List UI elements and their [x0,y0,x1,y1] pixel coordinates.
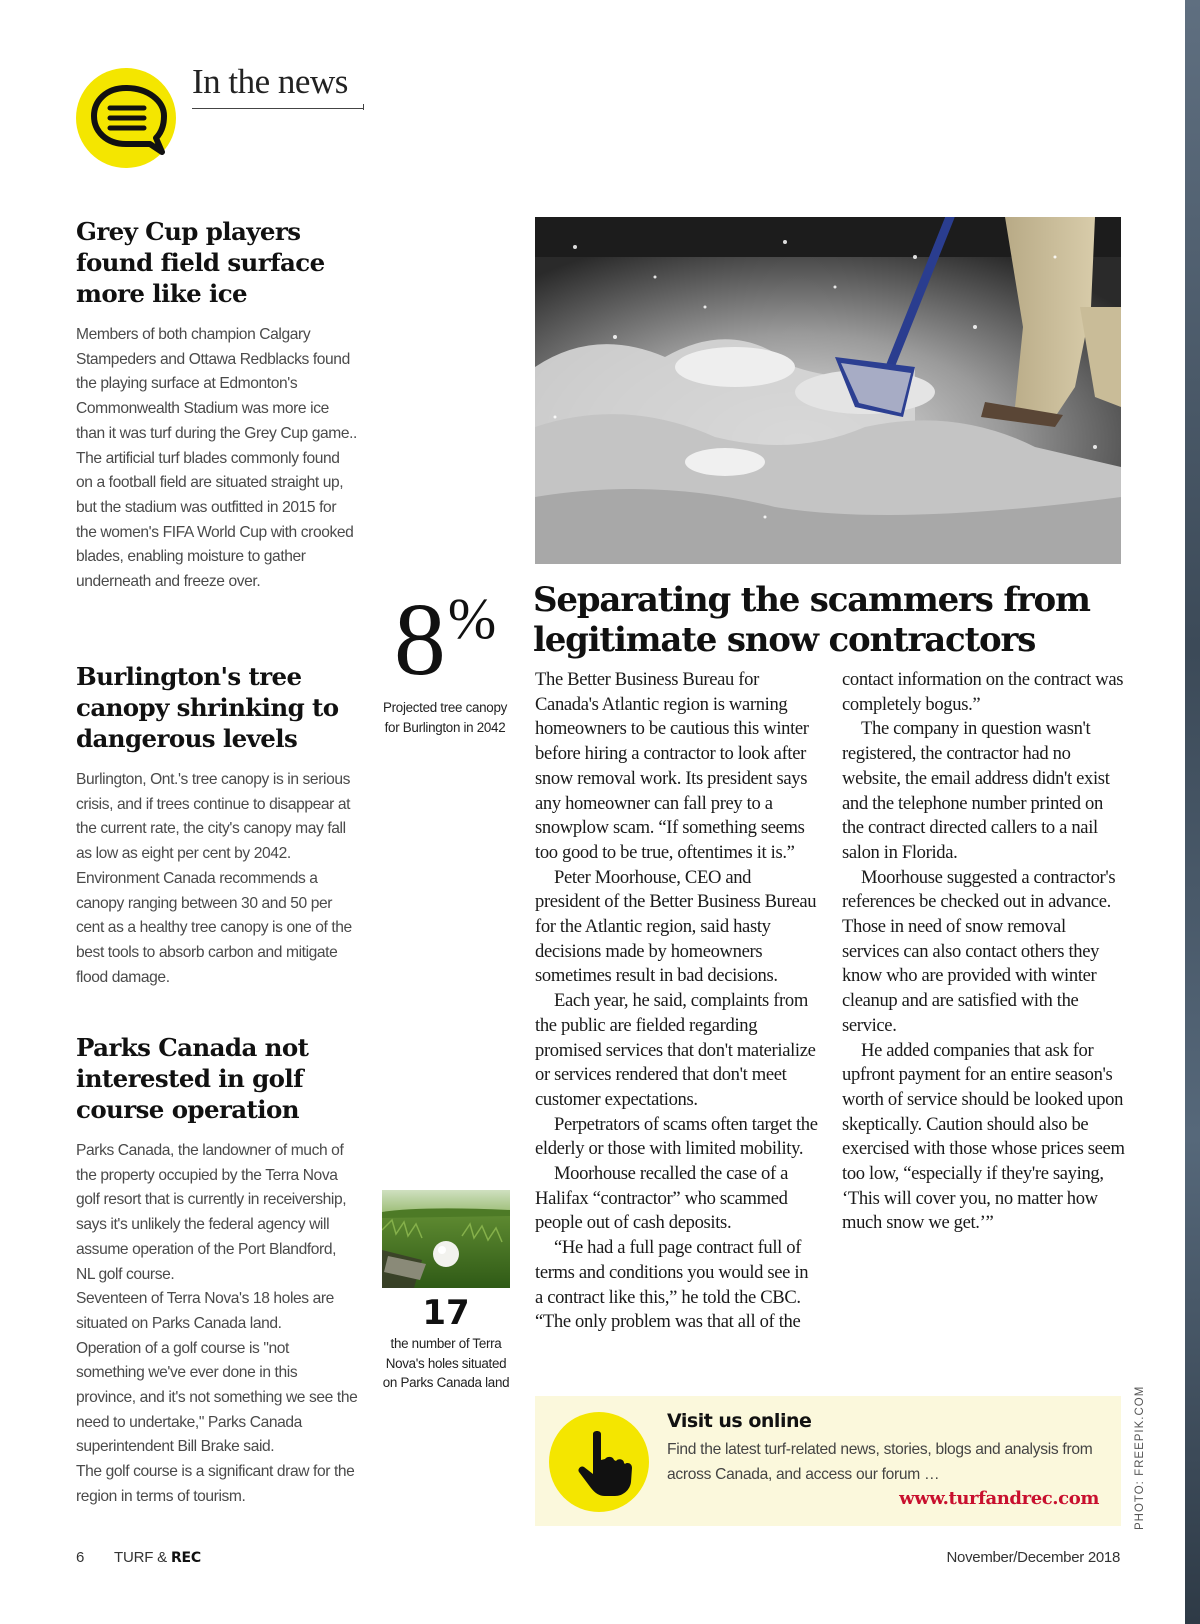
issue-date: November/December 2018 [946,1549,1120,1566]
article-paragraph: Peter Moorhouse, CEO and president of the Better Business Bureau for the Atlantic region, said hasty decisions made by homeowners sometimes result in bad decisions. [535,866,817,987]
story-parks-canada [76,1032,358,1510]
page-number: 6 [76,1549,85,1566]
section-rule [192,108,364,109]
promo-title: Visit us online [667,1410,812,1432]
promo-url-link[interactable]: www.turfandrec.com [899,1488,1099,1509]
footer-brand-left: TURF & [114,1549,171,1566]
story-paragraph: Burlington, Ont.'s tree canopy is in serious crisis, and if trees continue to disappear at the current rate, the city's canopy may fall as low as eight per cent by 2042. [76,771,351,863]
article-paragraph: Each year, he said, complaints from the public are fielded regarding promised services that don't materialize or services rendered that don't meet customer expectations. [535,990,816,1110]
story-burlington [76,661,358,990]
canopy-stat-number: 8 [393,582,446,697]
news-chat-icon [76,68,176,168]
footer-brand [114,1549,201,1566]
story-headline: Parks Canada not interested in golf course operation [76,1033,309,1124]
article-paragraph: “He had a full page contract full of terms and conditions you would see in a contract like this,” he told the CBC. “The only problem was that all of the contact information on the contract was completely bogus.” [535,669,1124,1333]
story-headline: Burlington's tree canopy shrinking to dangerous levels [76,662,339,753]
story-paragraph: Seventeen of Terra Nova's 18 holes are situated on Parks Canada land. [76,1290,334,1332]
story-paragraph: Members of both champion Calgary Stampeders and Ottawa Redblacks found the playing surface at Edmonton's Commonwealth Stadium was more ice than it was turf during the Grey Cup game.. [76,326,357,442]
story-paragraph: Environment Canada recommends a canopy ranging between 30 and 50 per cent as a healthy tree canopy is one of the best tools to absorb carbon and mitigate flood damage. [76,869,352,986]
promo-icon-circle [549,1412,649,1512]
story-paragraph: Operation of a golf course is "not something we've ever done in this province, and it's not something we see the need to undertake," Parks Canada superintendent Bill Brake said. [76,1339,358,1456]
story-paragraph: Parks Canada, the landowner of much of the property occupied by the Terra Nova golf resort that is currently in receivership, says it's unlikely the federal agency will assume operation of the Port Blandford, NL golf course. [76,1142,347,1283]
article-paragraph: The company in question wasn't registered, the contractor had no website, the email address didn't exist and the telephone number printed on the contract directed callers to a nail salon in Florida. [842,718,1110,863]
canopy-stat-unit: % [447,586,497,651]
visit-online-promo [535,1396,1121,1526]
holes-stat-caption: the number of Terra Nova's holes situated on Parks Canada land [382,1336,510,1390]
canopy-stat [380,582,510,737]
story-paragraph: The artificial turf blades commonly found on a football field are situated straight up, but the stadium was outfitted in 2015 for the women's FIFA World Cup with crooked blades, enabling moisture to gather underneath and freeze over. [76,449,354,591]
article-paragraph: He added companies that ask for upfront payment for an entire season's worth of service should be looked upon skeptically. Caution should also be exercised with those whose prices seem too low, “especially if they're saying, ‘This will cover you, no matter how much snow we get.’” [842,1039,1125,1234]
footer-brand-bold: REC [170,1550,201,1566]
holes-stat [380,1292,512,1393]
golf-ball-photo [382,1190,510,1288]
feature-headline: Separating the scammers from legitimate snow contractors [533,580,1090,660]
pointing-hand-icon [549,1412,649,1512]
article-paragraph: The Better Business Bureau for Canada's Atlantic region is warning homeowners to be cautious this winter before hiring a contractor to look after snow removal work. Its president says any homeowner can fall prey to a snowplow scam. “If something seems too good to be true, oftentimes it is.” [535,669,809,863]
feature-article [535,668,1125,1363]
article-paragraph: Perpetrators of scams often target the elderly or those with limited mobility. [535,1113,818,1160]
canopy-stat-caption: Projected tree canopy for Burlington in 2042 [383,700,507,735]
story-paragraph: The golf course is a significant draw for the region in terms of tourism. [76,1463,355,1505]
article-paragraph: Moorhouse recalled the case of a Halifax “contractor” who scammed people out of cash deposits. [535,1163,789,1234]
snow-shovel-photo [535,217,1121,564]
adjacent-page-edge [1185,0,1200,1624]
promo-text: Find the latest turf-related news, stories, blogs and analysis from across Canada, and access our forum … [667,1441,1093,1483]
story-grey-cup [76,216,358,595]
holes-stat-number: 17 [422,1293,470,1333]
section-title: In the news [192,62,348,101]
article-paragraph: Moorhouse suggested a contractor's references be checked out in advance. Those in need of snow removal services can also contact others they know who are provided with winter cleanup and are satisfied with the service. [842,866,1116,1036]
story-headline: Grey Cup players found field surface more like ice [76,217,325,308]
photo-credit: PHOTO: FREEPIK.COM [1134,1385,1146,1530]
